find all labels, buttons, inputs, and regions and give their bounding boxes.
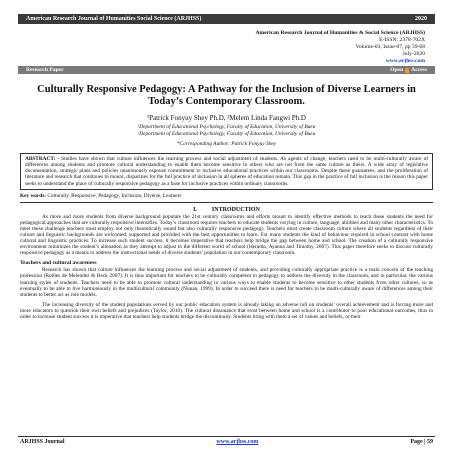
journal-issn: E-ISSN: 2378-702X (379, 37, 425, 43)
journal-name: American Research Journal of Humanities & Social Science (ARJHSS) (255, 30, 425, 36)
paper-title: Culturally Responsive Pedagogy: A Pathway for the Inclusion of Diverse Learners in Today’s Contemporary Classroom. (37, 84, 416, 107)
open-lock-icon (405, 68, 409, 73)
open-access-badge (390, 67, 427, 73)
research-paper-bar (18, 66, 435, 74)
open-access-label-2: Access (411, 67, 427, 73)
journal-bar-title: American Research Journal of Humanities Social Science (ARJHSS) (26, 16, 202, 22)
journal-volume: Volume-03, Issue-07, pp 59-68 (355, 44, 425, 50)
journal-info (20, 30, 433, 65)
footer-divider (18, 436, 435, 437)
keywords-label: Key words: (20, 192, 47, 199)
footer-journal: ARJHSS Journal (20, 439, 65, 445)
awareness-paragraph-1: Research has shown that culture influences the learning process and social adjustment of students, and providing culturally appropriate practice is a main concern of the teaching profession (Robles de Melendez & Beck 2007). It is thus important for teachers to be culturally competent in pedagogy to address the diversity in the classroom, and in particular, the various learning styles of students. Teachers need to be able to promote cultural understanding in various ways to enable students to become sensitive to other students from other cultures, so as eventually to be able to live harmoniously in the multicultural community (Nunan, 1999). In order to succeed there is need for teachers to be multi-culturally aware of differences among their students to better act as role models. (20, 267, 433, 298)
paper-page (0, 14, 453, 467)
paper-type: Research Paper (26, 67, 64, 73)
awareness-paragraph-2: The increasing diversity of the student populations served by our public education system is already taking an adverse toll on students’ overall achievement and is forcing more and more educators to question their own beliefs and prejudices (Taylor, 2010). The cultural dissonance that exist between home and school is a contributor to poor educational outcomes, thus in order to increase student success it is imperative that teachers help students bridge the discontinuity. Students bring with them a set of values and beliefs, or their (20, 301, 433, 320)
keywords (20, 193, 433, 199)
journal-date: July-2020 (402, 51, 425, 57)
paper-authors: ¹Patrick Fonyuy Shey Ph.D, ²Melem Linda Fangwi Ph.D (147, 114, 306, 122)
abstract-box (20, 153, 433, 189)
affiliations (20, 124, 433, 137)
divider (20, 202, 433, 203)
corresponding-author: *Corresponding Author: Patrick Fonyuy Shey (176, 141, 277, 148)
page-footer (20, 439, 433, 445)
keywords-text: Culturally, Responsive, Pedagogy, Inclusion, Diverse, Learners (47, 192, 182, 199)
journal-top-bar (18, 14, 435, 24)
subheading-teachers-cultural-awareness: Teachers and cultural awareness (20, 260, 97, 267)
footer-url-link[interactable]: www.arjhss.com (216, 439, 259, 445)
open-access-label: Open (390, 67, 404, 73)
introduction-paragraph: As more and more students from diverse background populate the 21st century classrooms and efforts mount to identify effective methods to teach these students the need for pedagogical approaches that are culturally responsive intensifies. Today’s classroom requires teachers to educate students varying in culture, language, abilities and many other characteristics. To meet these challenge teachers must employ not only theoretically sound but also culturally responsive pedagogy. Teachers must create classroom culture where all students regardless of their culture and linguistic backgrounds are welcomed, supported and provided with the best opportunities to learn. For many students the kind of behaviour required in school contrast with home cultural and linguistic practices. To increase such student success, it becomes imperative that teachers help bridge the gap between home and school. The creation of a culturally responsive environment minimizes the student’s alienation as they attempt to adjust to the different world of school (Heraldo, Ayanna and Timothy, 2007). This paper therefore seeks to discuss culturally responsive pedagogy as a means to address the instructional needs of diverse students’ population in our contemporary classroom. (20, 213, 433, 257)
journal-bar-year: 2020 (415, 16, 427, 22)
footer-page-number: Page | 59 (410, 439, 433, 445)
section-heading-introduction: I. INTRODUCTION (193, 206, 260, 213)
affiliation-1: ¹Department of Educational Psychology, Faculty of Education, University of Buea (137, 124, 316, 130)
affiliation-2: ²Department of Educational Psychology, Faculty of Education, University of Buea (137, 130, 316, 137)
journal-url-link[interactable]: www.arjhss.com (385, 58, 425, 64)
abstract-label: ABSTRACT: (25, 156, 56, 163)
abstract-text: - Studies have shown that culture influences the learning process and social adjustment of students. As agents of change, teachers need to be multi-culturally aware of differences among students and promote cultural understanding to enable them become sensitive to others who are not from the same culture as theirs. A wide array of legislative documentation, strategic plans and policies unanimously espouse commitment to inclusive educational practices within our classrooms. Despite these guarantees, and the proliferation of literature and research that continues to mount, disparities for the full practice of inclusion in all spheres of education remain. This gap in the practice of full inclusion is the reason this paper seeks to understand the place of culturally responsive pedagogy as a base for inclusive practices within ordinary classrooms. (25, 156, 429, 187)
